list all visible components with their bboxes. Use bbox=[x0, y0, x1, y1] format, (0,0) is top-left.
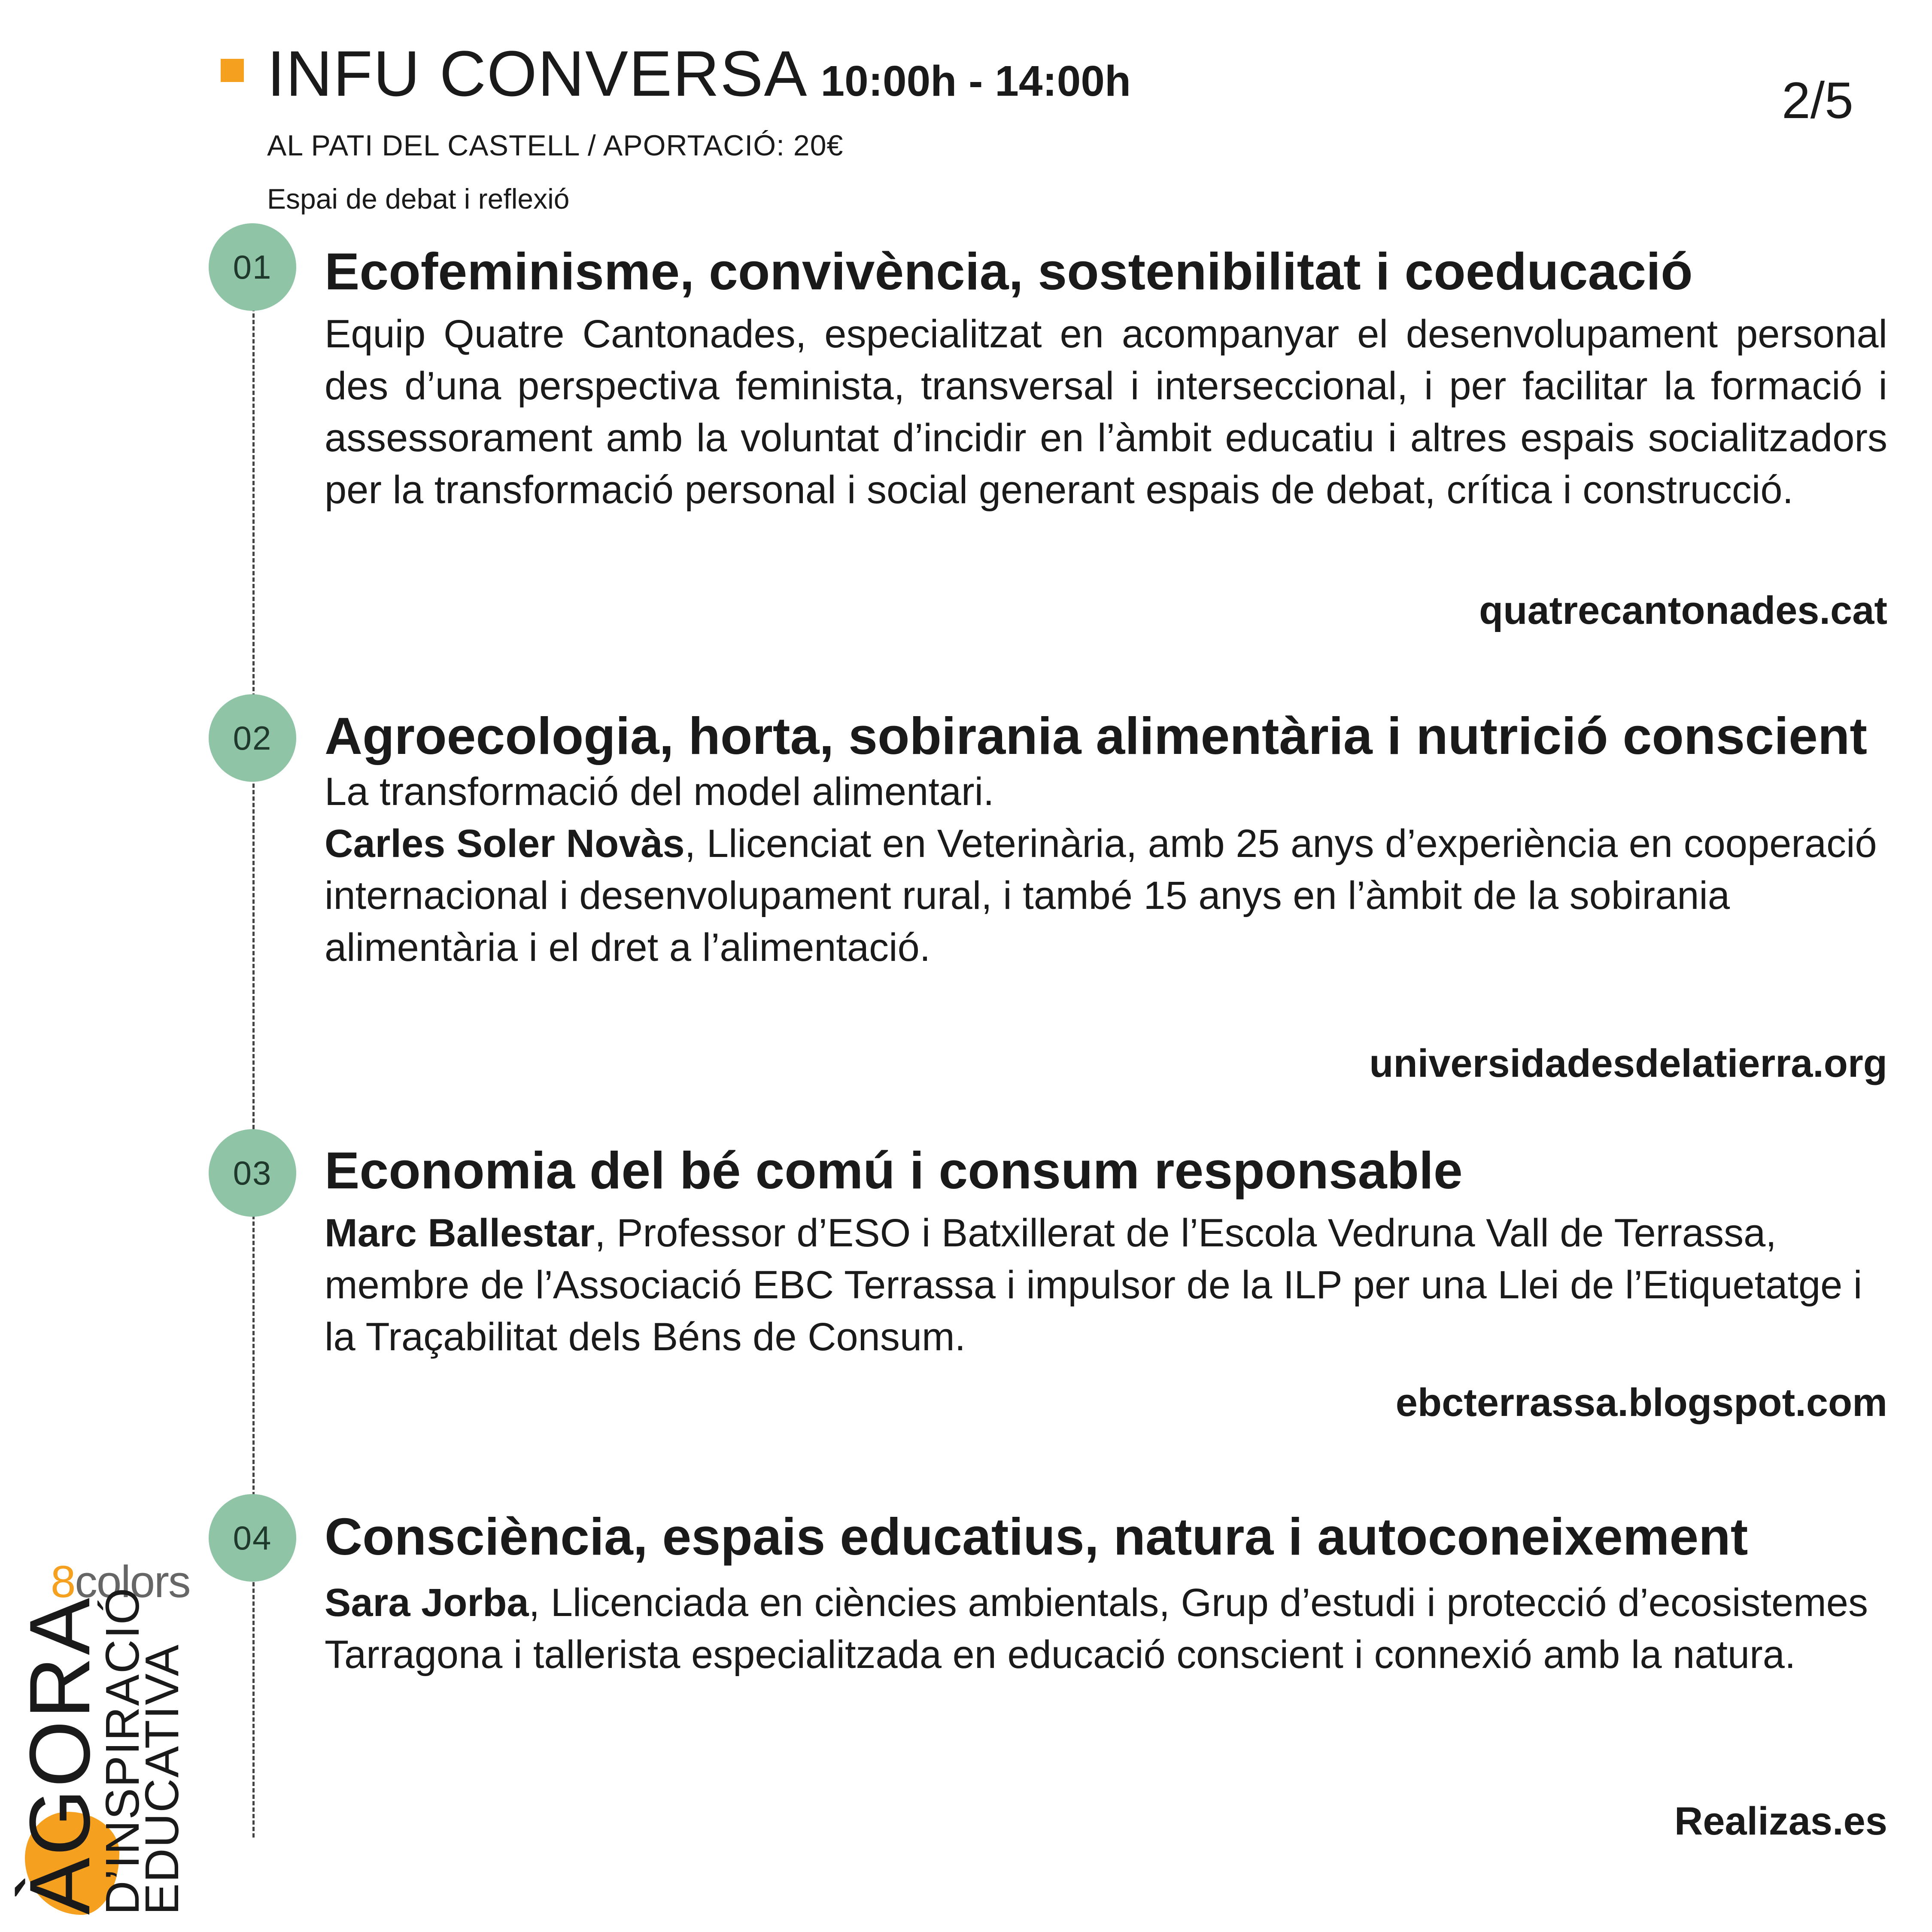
talk-item bbox=[325, 1509, 1887, 1681]
item-number-badge: 03 bbox=[209, 1129, 296, 1217]
talk-item bbox=[325, 708, 1887, 974]
talk-link[interactable]: ebcterrassa.blogspot.com bbox=[1395, 1381, 1887, 1425]
header-bullet-square bbox=[221, 59, 244, 82]
page-number: 2/5 bbox=[1782, 72, 1853, 129]
agora-line2: EDUCATIVA bbox=[136, 1643, 188, 1915]
agora-logo-text bbox=[12, 1587, 188, 1915]
speaker-name: Carles Soler Novàs bbox=[325, 822, 685, 866]
event-time: 10:00h - 14:00h bbox=[820, 57, 1131, 105]
talk-title: Agroecologia, horta, sobirania alimentària i nutrició conscient bbox=[325, 707, 1867, 765]
event-title: INFU CONVERSA bbox=[267, 37, 808, 109]
speaker-name: Sara Jorba bbox=[325, 1581, 529, 1625]
talk-title: Ecofeminisme, convivència, sostenibilitat i coeducació bbox=[325, 242, 1693, 301]
talk-link[interactable]: universidadesdelatierra.org bbox=[1369, 1042, 1887, 1085]
talk-title: Economia del bé comú i consum responsable bbox=[325, 1141, 1463, 1200]
talk-description bbox=[325, 1207, 1887, 1363]
event-location: AL PATI DEL CASTELL / APORTACIÓ: 20€ bbox=[267, 129, 844, 162]
speaker-name: Marc Ballestar bbox=[325, 1211, 595, 1255]
item-number-badge: 02 bbox=[209, 694, 296, 782]
event-tagline: Espai de debat i reflexió bbox=[267, 183, 570, 215]
timeline-line bbox=[252, 275, 255, 1838]
talk-body: , Professor d’ESO i Batxillerat de l’Escola Vedruna Vall de Terrassa, membre de l’Associació EBC Terrassa i impulsor de la ILP per una Llei de l’Etiquetatge i la Traçabilitat dels Béns de Consum. bbox=[325, 1211, 1862, 1359]
talk-description bbox=[325, 818, 1887, 974]
talk-link[interactable]: Realizas.es bbox=[1674, 1799, 1887, 1843]
talk-link[interactable]: quatrecantonades.cat bbox=[1479, 589, 1887, 632]
talk-item bbox=[325, 244, 1887, 516]
talk-description bbox=[325, 1577, 1887, 1681]
8colors-logo: 8colors bbox=[51, 1557, 190, 1607]
agora-line1: D’INSPIRACIÓ bbox=[96, 1587, 149, 1915]
agora-word: ÀGORA bbox=[12, 1596, 108, 1915]
talk-subtitle: La transformació del model alimentari. bbox=[325, 770, 994, 814]
talk-body: , Llicenciat en Veterinària, amb 25 anys d’experiència en cooperació internacional i desenvolupament rural, i també 15 anys en l’àmbit de la sobirania alimentària i el dret a l’alimentació. bbox=[325, 822, 1877, 969]
talk-item bbox=[325, 1143, 1887, 1363]
talk-body: , Llicenciada en ciències ambientals, Grup d’estudi i protecció d’ecosistemes Tarragona i tallerista especialitzada en educació conscient i connexió amb la natura. bbox=[325, 1581, 1868, 1677]
item-number-badge: 04 bbox=[209, 1494, 296, 1582]
item-number-badge: 01 bbox=[209, 223, 296, 311]
talk-description bbox=[325, 308, 1887, 516]
talk-body: Equip Quatre Cantonades, especialitzat en acompanyar el desenvolupament personal des d’una perspectiva feminista, transversal i interseccional, i per facilitar la formació i assessorament amb la voluntat d’incidir en l’àmbit educatiu i altres espais socialitzadors per la transformació personal i social generant espais de debat, crítica i construcció. bbox=[325, 312, 1887, 512]
talk-title: Consciència, espais educatius, natura i autoconeixement bbox=[325, 1507, 1748, 1566]
page-title bbox=[267, 37, 1131, 109]
